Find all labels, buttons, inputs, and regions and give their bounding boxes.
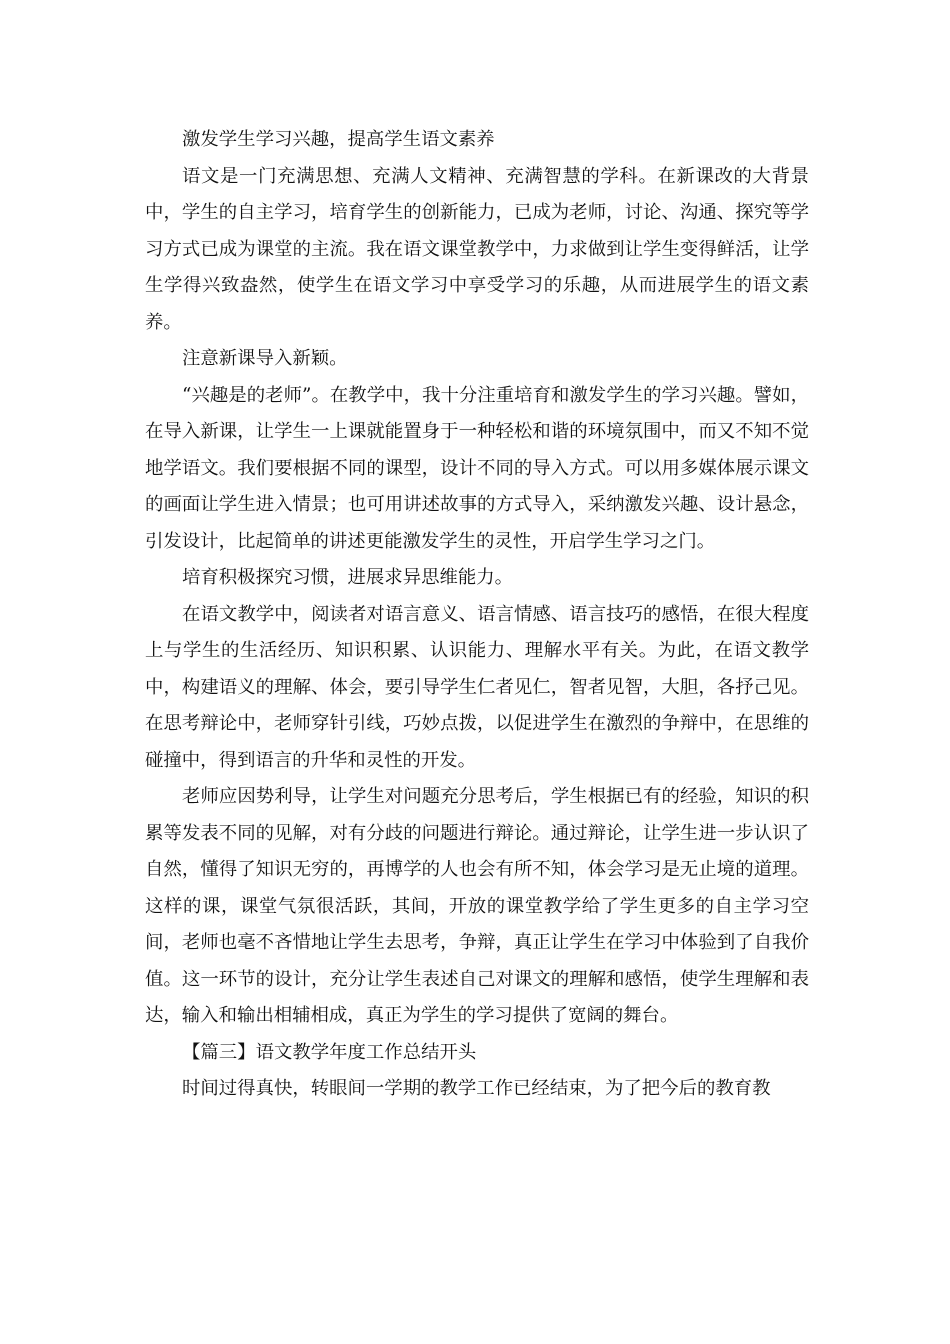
section-title: 激发学生学习兴趣，提高学生语文素养	[182, 129, 495, 150]
paragraph: 语文是一门充满思想、充满人文精神、充满智慧的学科。在新课改的大背景中，学生的自主学习，培育学生的创新能力，已成为老师，讨论、沟通、探究等学习方式已成为课堂的主流。我在语文课堂教学中，力求做到让学生变得鲜活，让学生学得兴致盎然，使学生在语文学习中享受学习的乐趣，从而进展学生的语文素养。	[145, 165, 809, 333]
article-title: 【篇三】语文教学年度工作总结开头	[182, 1041, 477, 1063]
document-body	[145, 122, 809, 1108]
paragraph: 老师应因势利导，让学生对问题充分思考后，学生根据已有的经验，知识的积累等发表不同的见解，对有分歧的问题进行辩论。通过辩论，让学生进一步认识了自然，懂得了知识无穷的，再博学的人也会有所不知，体会学习是无止境的道理。这样的课，课堂气氛很活跃，其间，开放的课堂教学给了学生更多的自主学习空间，老师也毫不吝惜地让学生去思考，争辩，真正让学生在学习中体验到了自我价值。这一环节的设计，充分让学生表述自己对课文的理解和感悟，使学生理解和表达，输入和输出相辅相成，真正为学生的学习提供了宽阔的舞台。	[145, 786, 809, 1026]
paragraph: “兴趣是的老师”。在教学中，我十分注重培育和激发学生的学习兴趣。譬如，在导入新课，让学生一上课就能置身于一种轻松和谐的环境氛围中，而又不知不觉地学语文。我们要根据不同的课型，设计不同的导入方式。可以用多媒体展示课文的画面让学生进入情景；也可用讲述故事的方式导入，采纳激发兴趣、设计悬念，引发设计，比起简单的讲述更能激发学生的灵性，开启学生学习之门。	[145, 384, 809, 552]
paragraph: 时间过得真快，转眼间一学期的教学工作已经结束，为了把今后的教育教	[182, 1078, 771, 1099]
paragraph: 在语文教学中，阅读者对语言意义、语言情感、语言技巧的感悟，在很大程度上与学生的生活经历、知识积累、认识能力、理解水平有关。为此，在语文教学中，构建语义的理解、体会，要引导学生仁者见仁，智者见智，大胆，各抒己见。在思考辩论中，老师穿针引线，巧妙点拨，以促进学生在激烈的争辩中，在思维的碰撞中，得到语言的升华和灵性的开发。	[145, 603, 809, 771]
section-heading: 培育积极探究习惯，进展求异思维能力。	[182, 567, 514, 588]
section-heading: 注意新课导入新颖。	[182, 348, 348, 369]
